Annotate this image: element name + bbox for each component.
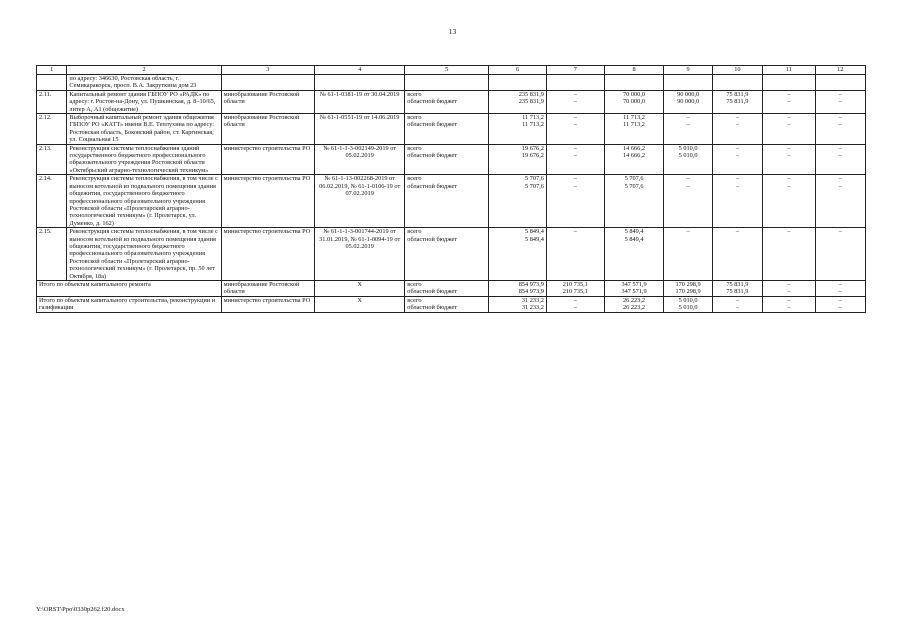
customer-name: министерство строительства РО [221, 175, 314, 228]
value-line: – [838, 175, 842, 183]
value-line: 5 707,6 [525, 175, 544, 183]
value-cell [712, 114, 762, 145]
object-name: Реконструкция системы теплоснабжения, в том числе с выносом котельной из подвального помещения здания общежития, государственного бюджетного профессионального образовательного учреждения Ростовской области «Пролетарский аграрно-технологический техникум» (г. Пролетарск, ул. Думенко, д. 162) [67, 175, 221, 228]
value-line: – [838, 90, 842, 98]
row-number: 2.13. [37, 144, 67, 175]
value-cell [405, 144, 489, 175]
value-line: – [573, 98, 577, 106]
customer-name: министерство строительства РО [221, 228, 314, 281]
value-cell [763, 90, 815, 113]
value-cell [604, 280, 664, 296]
value-line: – [838, 182, 842, 190]
value-line: 5 849,4 [624, 235, 644, 243]
value-line: 19 676,2 [521, 152, 544, 160]
value-line: – [838, 280, 842, 288]
value-line: – [787, 98, 791, 106]
value-cell [815, 175, 865, 228]
value-cell [815, 296, 865, 312]
value-line: 210 735,1 [562, 280, 588, 288]
value-line: – [735, 152, 739, 160]
total-row [37, 296, 866, 312]
value-line: – [838, 144, 842, 152]
header-cell: 6 [489, 66, 547, 75]
value-cell [763, 296, 815, 312]
value-line: – [735, 296, 739, 304]
value-line: – [787, 121, 791, 129]
table-row [37, 175, 866, 228]
customer-name: минобразование Ростовской области [221, 280, 314, 296]
value-line: – [735, 304, 739, 312]
continuation-row [37, 75, 866, 91]
value-line: 5 707,6 [624, 182, 644, 190]
value-line: – [573, 144, 577, 152]
value-line: – [838, 228, 842, 236]
value-line: – [686, 228, 690, 236]
total-row [37, 280, 866, 296]
value-line: 70 000,0 [623, 98, 646, 106]
value-cell [815, 90, 865, 113]
value-line: 5 010,0 [678, 304, 698, 312]
value-line: всего [407, 296, 422, 304]
value-cell [664, 90, 712, 113]
value-line: всего [407, 280, 422, 288]
value-cell [405, 175, 489, 228]
object-name: Реконструкция системы теплоснабжения, в том числе с выносом котельной из подвального помещения здания общежития, государственного бюджетного профессионального образовательного учреждения Ростовской области «Пролетарский аграрно-технологический техникум» (г. Пролетарск, пр. 50 лет Октября, 18а) [67, 228, 221, 281]
value-line: областной бюджет [407, 98, 458, 106]
value-line: всего [407, 90, 422, 98]
value-line: – [787, 152, 791, 160]
value-line: 75 831,9 [726, 280, 749, 288]
value-line: 75 831,9 [726, 288, 749, 296]
value-line: областной бюджет [407, 121, 458, 129]
value-cell [763, 175, 815, 228]
value-line: – [787, 144, 791, 152]
object-name: Реконструкция системы теплоснабжения зданий государственного бюджетного профессионального образовательного учреждения Ростовской области «Октябрьский аграрно-технологический техникум» [67, 144, 221, 175]
row-number: 2.11. [37, 90, 67, 113]
value-line: – [787, 182, 791, 190]
value-line: 90 000,0 [677, 90, 700, 98]
value-cell [815, 114, 865, 145]
value-line: 854 973,9 [518, 280, 544, 288]
value-line: 5 707,6 [525, 182, 544, 190]
value-cell [405, 228, 489, 281]
value-line: – [838, 114, 842, 122]
value-cell [604, 228, 664, 281]
value-cell [712, 144, 762, 175]
value-cell [405, 90, 489, 113]
value-line: всего [407, 175, 422, 183]
value-cell [489, 144, 547, 175]
value-line: 5 849,4 [624, 228, 644, 236]
value-line: областной бюджет [407, 235, 458, 243]
value-line: – [787, 90, 791, 98]
value-line: областной бюджет [407, 182, 458, 190]
header-row [37, 66, 866, 75]
value-line: 235 831,9 [518, 90, 544, 98]
value-line: 170 298,9 [675, 280, 701, 288]
value-line: – [735, 182, 739, 190]
value-cell [546, 175, 604, 228]
header-cell: 3 [221, 66, 314, 75]
value-line: областной бюджет [407, 288, 458, 296]
value-line: – [735, 144, 739, 152]
value-cell [546, 144, 604, 175]
value-cell [489, 280, 547, 296]
value-cell [604, 114, 664, 145]
value-cell [489, 175, 547, 228]
value-cell [604, 144, 664, 175]
table-row [37, 144, 866, 175]
value-cell [815, 144, 865, 175]
value-line: – [735, 175, 739, 183]
expertise-ref: № 61-1-1-3-001744-2019 от 31.01.2019, № 61-1-0094-19 от 05.02.2019 [315, 228, 405, 281]
value-line: областной бюджет [407, 304, 458, 312]
header-cell: 7 [546, 66, 604, 75]
value-line: – [787, 296, 791, 304]
value-cell [405, 296, 489, 312]
value-line: 11 713,2 [522, 114, 544, 122]
value-line: – [735, 121, 739, 129]
value-line: – [787, 280, 791, 288]
budget-table [36, 65, 866, 313]
value-cell [546, 228, 604, 281]
value-cell [763, 114, 815, 145]
value-cell [546, 114, 604, 145]
value-line: – [838, 296, 842, 304]
value-line: – [787, 304, 791, 312]
value-line: 11 713,2 [623, 121, 645, 129]
value-line: 5 849,4 [525, 235, 544, 243]
header-cell: 10 [712, 66, 762, 75]
value-line: – [686, 182, 690, 190]
value-line: – [573, 182, 577, 190]
value-line: – [787, 288, 791, 296]
value-line: – [787, 175, 791, 183]
value-line: 347 571,9 [621, 288, 647, 296]
value-line: – [838, 304, 842, 312]
value-cell [546, 296, 604, 312]
value-cell [604, 296, 664, 312]
header-cell: 9 [664, 66, 712, 75]
value-line: всего [407, 228, 422, 236]
value-line: – [573, 228, 577, 236]
mark-x: X [315, 280, 405, 296]
header-cell: 8 [604, 66, 664, 75]
expertise-ref: № 61-1-13-002268-2019 от 06.02.2019, № 61-1-0106-19 от 07.02.2019 [315, 175, 405, 228]
value-line: 14 666,2 [623, 152, 646, 160]
value-cell [712, 280, 762, 296]
value-cell [712, 175, 762, 228]
value-line: – [735, 228, 739, 236]
value-line: – [573, 114, 577, 122]
value-line: областной бюджет [407, 152, 458, 160]
value-cell [664, 280, 712, 296]
header-cell: 5 [405, 66, 489, 75]
value-line: 210 735,1 [562, 288, 588, 296]
table-row [37, 114, 866, 145]
table-row [37, 228, 866, 281]
value-cell [604, 90, 664, 113]
expertise-ref: № 61-1-0381-19 от 30.04.2019 [315, 90, 405, 113]
value-cell [763, 228, 815, 281]
value-cell [664, 296, 712, 312]
value-line: – [838, 152, 842, 160]
value-line: 26 223,2 [623, 304, 646, 312]
customer-name: минобразование Ростовской области [221, 114, 314, 145]
value-line: – [573, 296, 577, 304]
value-line: – [573, 304, 577, 312]
value-cell [712, 228, 762, 281]
value-line: всего [407, 144, 422, 152]
value-line: – [686, 114, 690, 122]
expertise-ref: № 61-1-1-3-002149-2019 от 05.02.2019 [315, 144, 405, 175]
value-line: 235 831,9 [518, 98, 544, 106]
row-number: 2.12. [37, 114, 67, 145]
value-cell [489, 114, 547, 145]
mark-x: X [315, 296, 405, 312]
header-cell: 11 [763, 66, 815, 75]
value-cell [546, 90, 604, 113]
object-name: Выборочный капитальный ремонт здания общежития ГБПОУ РО «КАТТ» имени В.Е. Теплухина по адресу: Ростовская область, Боковский район, ст. Каргинская, ул. Социальная 15 [67, 114, 221, 145]
header-cell: 2 [67, 66, 221, 75]
value-cell [664, 114, 712, 145]
value-line: – [735, 114, 739, 122]
value-line: всего [407, 114, 422, 122]
value-line: – [838, 98, 842, 106]
table-row [37, 90, 866, 113]
customer-name: министерство строительства РО [221, 144, 314, 175]
value-line: 75 831,9 [726, 98, 749, 106]
value-line: – [573, 121, 577, 129]
continuation-text: по адресу: 346630, Ростовская область, г. Семикаракорск, просп. В.А. Закруткина дом 23 [67, 75, 221, 91]
customer-name: минобразование Ростовской области [221, 90, 314, 113]
value-cell [489, 90, 547, 113]
value-line: 90 000,0 [677, 98, 700, 106]
value-line: 854 973,9 [518, 288, 544, 296]
value-cell [712, 296, 762, 312]
value-line: – [573, 175, 577, 183]
value-line: 26 223,2 [623, 296, 646, 304]
value-line: – [686, 121, 690, 129]
customer-name: министерство строительства РО [221, 296, 314, 312]
value-line: 11 713,2 [623, 114, 645, 122]
value-line: 5 707,6 [624, 175, 644, 183]
value-cell [763, 280, 815, 296]
page-number: 13 [448, 27, 457, 36]
value-line: 31 233,2 [521, 296, 544, 304]
value-line: 75 831,9 [726, 90, 749, 98]
header-cell: 4 [315, 66, 405, 75]
value-line: 70 000,0 [623, 90, 646, 98]
value-cell [489, 228, 547, 281]
header-cell: 12 [815, 66, 865, 75]
value-cell [712, 90, 762, 113]
value-line: – [573, 90, 577, 98]
value-cell [604, 175, 664, 228]
value-line: 5 010,0 [678, 144, 698, 152]
value-line: 14 666,2 [623, 144, 646, 152]
value-cell [664, 144, 712, 175]
value-cell [815, 228, 865, 281]
value-cell [815, 280, 865, 296]
value-line: – [787, 228, 791, 236]
expertise-ref: № 61-1-0551-19 от 14.06.2019 [315, 114, 405, 145]
value-line: 5 010,0 [678, 152, 698, 160]
value-line: 31 233,2 [521, 304, 544, 312]
value-cell [763, 144, 815, 175]
value-line: – [573, 152, 577, 160]
value-line: 19 676,2 [521, 144, 544, 152]
value-line: 5 849,4 [525, 228, 544, 236]
total-label: Итого по объектам капитального строительства, реконструкции и газификации [37, 296, 222, 312]
value-line: 5 010,0 [678, 296, 698, 304]
value-line: – [787, 114, 791, 122]
total-label: Итого по объектам капитального ремонта [37, 280, 222, 296]
object-name: Капитальный ремонт здания ГБПОУ РО «РАДК» по адресу: г. Ростов-на-Дону, ул. Пушкинская, д. 8–10/65, литер А, А1 (общежитие) [67, 90, 221, 113]
value-line: – [838, 288, 842, 296]
value-line: 170 298,9 [675, 288, 701, 296]
row-number: 2.15. [37, 228, 67, 281]
value-cell [405, 114, 489, 145]
header-cell: 1 [37, 66, 67, 75]
value-line: 347 571,9 [621, 280, 647, 288]
value-line: 11 713,2 [522, 121, 544, 129]
value-cell [546, 280, 604, 296]
value-cell [664, 228, 712, 281]
row-number: 2.14. [37, 175, 67, 228]
value-cell [664, 175, 712, 228]
value-cell [489, 296, 547, 312]
value-cell [405, 280, 489, 296]
value-line: – [686, 175, 690, 183]
value-line: – [838, 121, 842, 129]
footer-file-path: Y:\ORST\Ppo\0330p262.f20.docx [36, 606, 125, 613]
